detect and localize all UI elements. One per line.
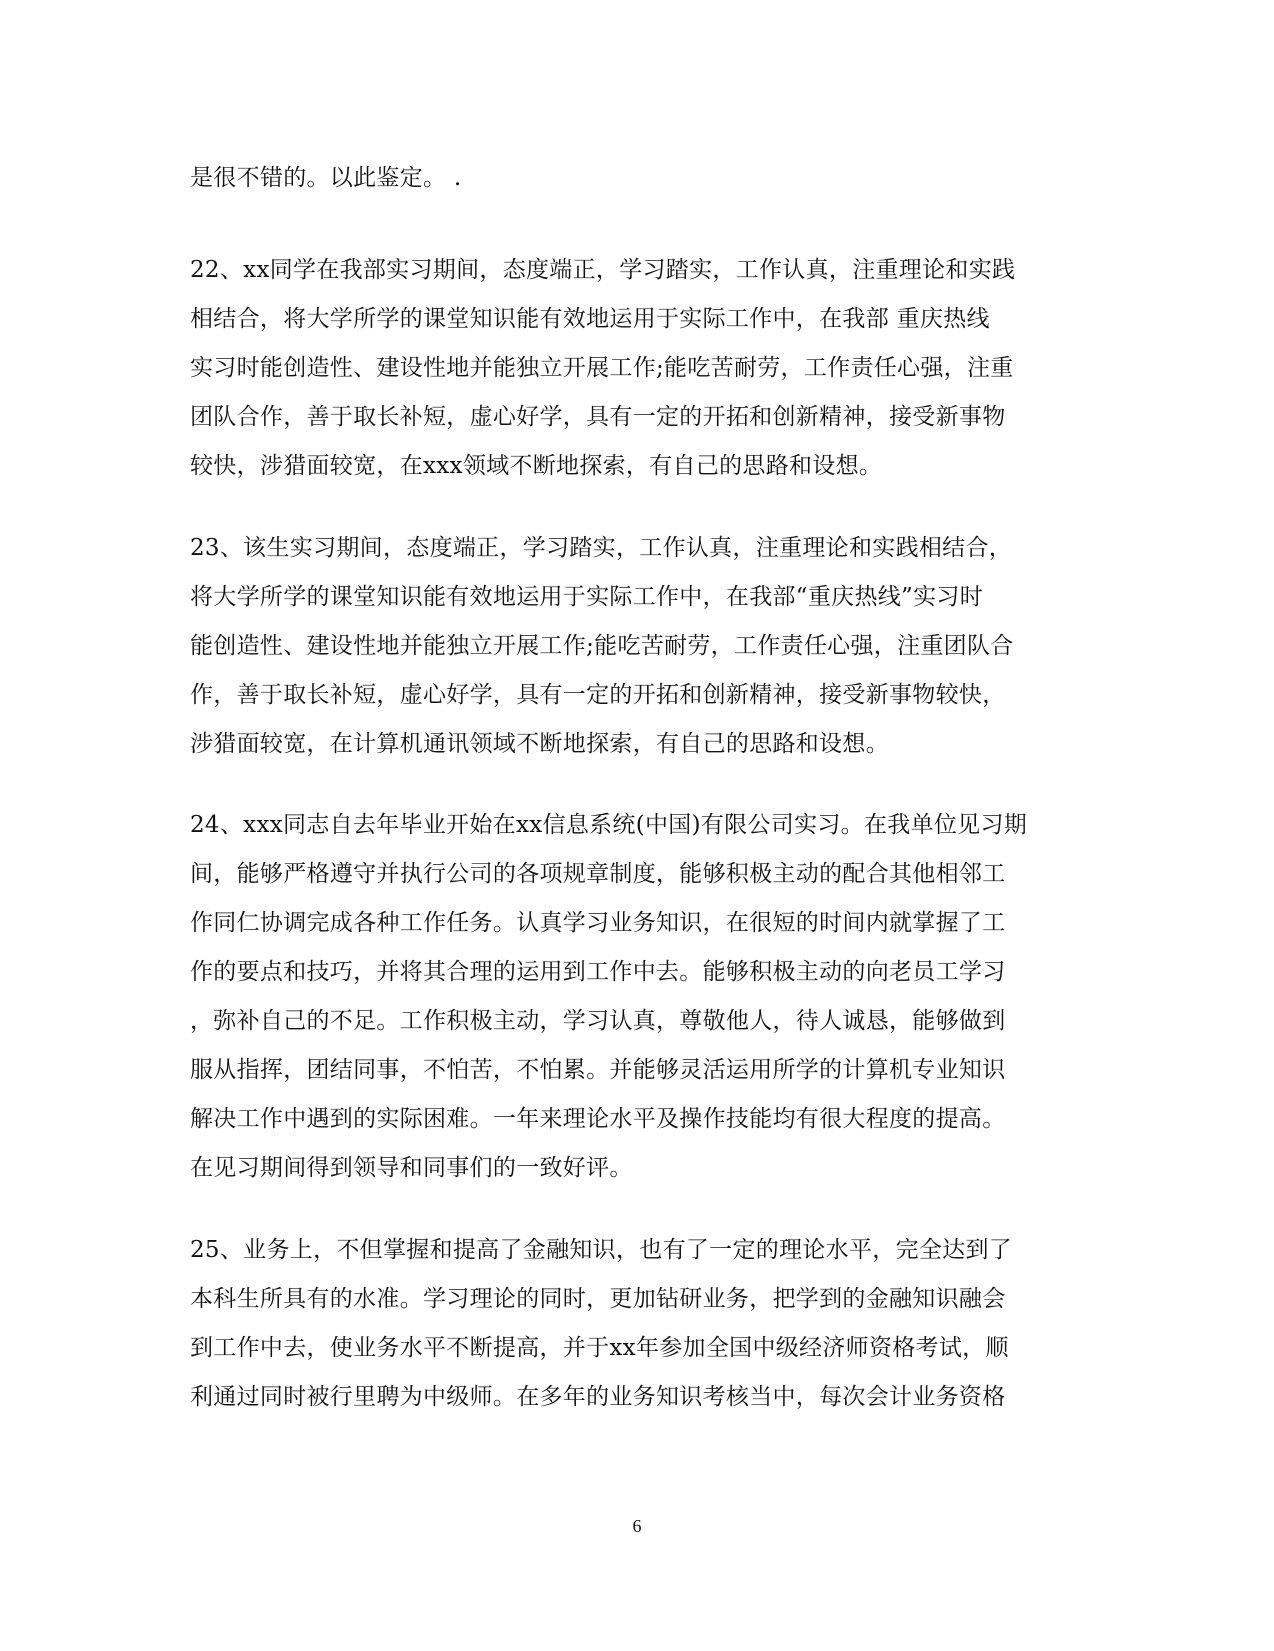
text-line: 解决工作中遇到的实际困难。一年来理论水平及操作技能均有很大程度的提高。 (190, 1106, 1006, 1132)
text-line: 能创造性、建设性地并能独立开展工作;能吃苦耐劳，工作责任心强，注重团队合 (190, 633, 1014, 659)
text-line: 是很不错的。以此鉴定。 . (190, 165, 462, 191)
text-line: 相结合，将大学所学的课堂知识能有效地运用于实际工作中，在我部 重庆热线 (190, 306, 990, 332)
text-line: 团队合作，善于取长补短，虚心好学，具有一定的开拓和创新精神，接受新事物 (190, 404, 1006, 430)
text-line: 作同仁协调完成各种工作任务。认真学习业务知识，在很短的时间内就掌握了工 (190, 910, 1006, 936)
paragraph-24 (190, 801, 1080, 1193)
text-line: 到工作中去，使业务水平不断提高，并于xx年参加全国中级经济师资格考试，顺 (190, 1335, 1009, 1361)
text-line: 将大学所学的课堂知识能有效地运用于实际工作中，在我部“重庆热线”实习时 (190, 584, 984, 610)
text-line: 涉猎面较宽，在计算机通讯领域不断地探索，有自己的思路和设想。 (190, 731, 889, 757)
text-line: 作的要点和技巧，并将其合理的运用到工作中去。能够积极主动的向老员工学习 (190, 959, 1006, 985)
text-line: 本科生所具有的水准。学习理论的同时，更加钻研业务，把学到的金融知识融会 (190, 1286, 1006, 1312)
text-line: ，弥补自己的不足。工作积极主动，学习认真，尊敬他人，待人诚恳，能够做到 (190, 1008, 1006, 1034)
text-line: 22、xx同学在我部实习期间，态度端正，学习踏实，工作认真，注重理论和实践 (190, 257, 1016, 283)
text-line: 实习时能创造性、建设性地并能独立开展工作;能吃苦耐劳，工作责任心强，注重 (190, 355, 1014, 381)
text-line: 24、xxx同志自去年毕业开始在xx信息系统(中国)有限公司实习。在我单位见习期 (190, 812, 1028, 838)
text-line: 较快，涉猎面较宽，在xxx领域不断地探索，有自己的思路和设想。 (190, 453, 883, 479)
page-number: 6 (632, 1516, 642, 1536)
text-line: 作，善于取长补短，虚心好学，具有一定的开拓和创新精神，接受新事物较快， (190, 682, 1006, 708)
text-line: 23、该生实习期间，态度端正，学习踏实，工作认真，注重理论和实践相结合， (190, 535, 1013, 561)
text-line: 25、业务上，不但掌握和提高了金融知识，也有了一定的理论水平，完全达到了 (190, 1237, 1013, 1263)
text-line: 间，能够严格遵守并执行公司的各项规章制度，能够积极主动的配合其他相邻工 (190, 861, 1006, 887)
paragraph-22 (190, 246, 1080, 491)
text-line: 在见习期间得到领导和同事们的一致好评。 (190, 1155, 633, 1181)
paragraph-intro (190, 154, 1080, 203)
paragraph-23 (190, 524, 1080, 769)
text-line: 利通过同时被行里聘为中级师。在多年的业务知识考核当中，每次会计业务资格 (190, 1384, 1006, 1410)
text-line: 服从指挥，团结同事，不怕苦，不怕累。并能够灵活运用所学的计算机专业知识 (190, 1057, 1006, 1083)
paragraph-25 (190, 1226, 1080, 1422)
